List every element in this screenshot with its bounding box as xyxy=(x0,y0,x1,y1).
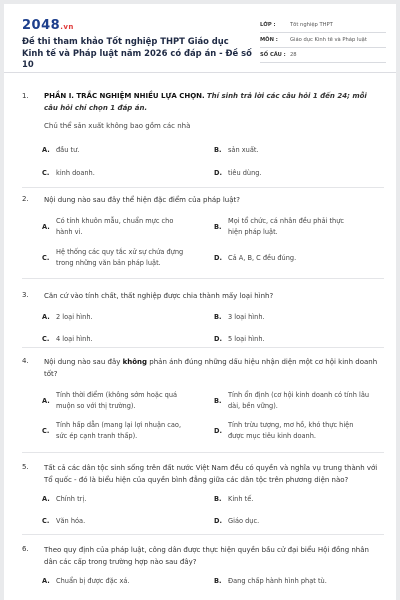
option-text: Kinh tế. xyxy=(228,495,254,503)
question-number: 6. xyxy=(22,545,29,553)
site-logo[interactable] xyxy=(22,18,74,33)
option-text: Tính hấp dẫn (mang lại lợi nhuận cao, sức ép cạnh tranh thấp). xyxy=(56,421,182,440)
option-text: Tính trừu tượng, mơ hồ, khó thực hiện được mục tiêu kinh doanh. xyxy=(228,421,354,440)
document-page xyxy=(4,4,396,600)
question-number: 5. xyxy=(22,463,29,471)
meta-value: 28 xyxy=(290,52,297,58)
option-letter: D. xyxy=(214,254,222,262)
option-text: Hệ thống các quy tắc xử sự chứa đựng trong những văn bản pháp luật. xyxy=(56,248,184,267)
option-letter: B. xyxy=(214,313,222,321)
question-text-emphasis: không xyxy=(122,358,148,366)
meta-value: Tốt nghiệp THPT xyxy=(290,22,333,28)
option-letter: C. xyxy=(42,517,50,525)
option-text: Mọi tổ chức, cá nhân đều phải thực hiện pháp luật. xyxy=(228,217,345,236)
option-text: Chuẩn bị được đặc xá. xyxy=(56,577,130,585)
option-text: Giáo dục. xyxy=(228,517,260,525)
option-text: đầu tư. xyxy=(56,146,80,154)
document-title: Đề thi tham khảo Tốt nghiệp THPT Giáo dục Kinh tế và Pháp luật năm 2026 có đáp án - Đề số 10 xyxy=(22,36,252,69)
option-letter: A. xyxy=(42,313,50,321)
option-letter: C. xyxy=(42,254,50,262)
question-text: Nội dung nào sau đây thể hiện đặc điểm của pháp luật? xyxy=(44,196,240,204)
option-letter: D. xyxy=(214,169,222,177)
question-text-part: phản ánh đúng những dấu hiệu nhận diện một cơ hội kinh doanh tốt? xyxy=(44,358,378,378)
question-text-part: Nội dung nào sau đây xyxy=(44,358,123,366)
question-divider xyxy=(22,278,384,279)
question-divider xyxy=(22,187,384,188)
document-header xyxy=(14,14,386,69)
option-letter: D. xyxy=(214,335,222,343)
option-text: Văn hóa. xyxy=(56,517,86,525)
question-divider xyxy=(22,452,384,453)
option-letter: B. xyxy=(214,146,222,154)
option-letter: B. xyxy=(214,223,222,231)
option-text: Cả A, B, C đều đúng. xyxy=(228,254,297,262)
question-text: Căn cứ vào tính chất, thất nghiệp được chia thành mấy loại hình? xyxy=(44,292,274,300)
question-text xyxy=(44,356,382,380)
meta-row-count xyxy=(260,48,386,63)
option-text: 2 loại hình. xyxy=(56,313,93,321)
option-letter: A. xyxy=(42,577,50,585)
option-letter: A. xyxy=(42,146,50,154)
option-letter: A. xyxy=(42,223,50,231)
option-text: Đang chấp hành hình phạt tù. xyxy=(228,577,327,585)
question-text: Theo quy định của pháp luật, công dân được thực hiện quyền bầu cử đại biểu Hội đồng nhân dân các cấp trong trường hợp nào sau đây? xyxy=(44,546,369,566)
option-text: Có tính khuôn mẫu, chuẩn mực cho hành vi. xyxy=(56,217,174,236)
part-intro xyxy=(44,90,382,114)
option-letter: A. xyxy=(42,495,50,503)
meta-label: LỚP : xyxy=(260,22,276,28)
option-letter: A. xyxy=(42,397,50,405)
logo-text: 2048 xyxy=(22,18,61,33)
option-letter: B. xyxy=(214,495,222,503)
part-heading: PHẦN I. TRẮC NGHIỆM NHIỀU LỰA CHỌN. xyxy=(44,92,205,100)
option-text: 3 loại hình. xyxy=(228,313,265,321)
meta-row-subject xyxy=(260,33,386,48)
option-text: Tính thời điểm (không sớm hoặc quá muộn so với thị trường). xyxy=(56,391,178,410)
option-text: kinh doanh. xyxy=(56,169,95,177)
meta-row-class xyxy=(260,18,386,33)
question-number: 1. xyxy=(22,92,29,100)
option-text: Tính ổn định (cơ hội kinh doanh có tính lâu dài, bền vững). xyxy=(228,391,370,410)
meta-label: MÔN : xyxy=(260,37,278,43)
option-text: 4 loại hình. xyxy=(56,335,93,343)
option-text: 5 loại hình. xyxy=(228,335,265,343)
question-number: 4. xyxy=(22,357,29,365)
header-divider xyxy=(4,72,396,73)
option-letter: D. xyxy=(214,517,222,525)
question-divider xyxy=(22,534,384,535)
option-letter: B. xyxy=(214,577,222,585)
option-letter: C. xyxy=(42,427,50,435)
option-text: sản xuất. xyxy=(228,146,259,154)
question-number: 2. xyxy=(22,195,29,203)
option-letter: C. xyxy=(42,169,50,177)
question-number: 3. xyxy=(22,291,29,299)
option-text: Chính trị. xyxy=(56,495,87,503)
logo-suffix: .vn xyxy=(60,23,74,31)
option-letter: D. xyxy=(214,427,222,435)
part-instruction: Thí sinh trả lời các câu hỏi 1 đến 24; mỗi câu hỏi chỉ chọn 1 đáp án. xyxy=(44,92,367,112)
question-text: Tất cả các dân tộc sinh sống trên đất nước Việt Nam đều có quyền và nghĩa vụ trung thành với Tổ quốc - đó là biểu hiện của quyền bình đẳng giữa các dân tộc trên phương diện nào? xyxy=(44,464,378,484)
meta-value: Giáo dục Kinh tế và Pháp luật xyxy=(290,37,367,43)
meta-label: SỐ CÂU : xyxy=(260,52,286,58)
option-letter: B. xyxy=(214,397,222,405)
meta-table xyxy=(260,18,386,63)
question-divider xyxy=(22,347,384,348)
option-letter: C. xyxy=(42,335,50,343)
option-text: tiêu dùng. xyxy=(228,169,262,177)
question-text: Chủ thể sản xuất không bao gồm các nhà xyxy=(44,122,191,130)
